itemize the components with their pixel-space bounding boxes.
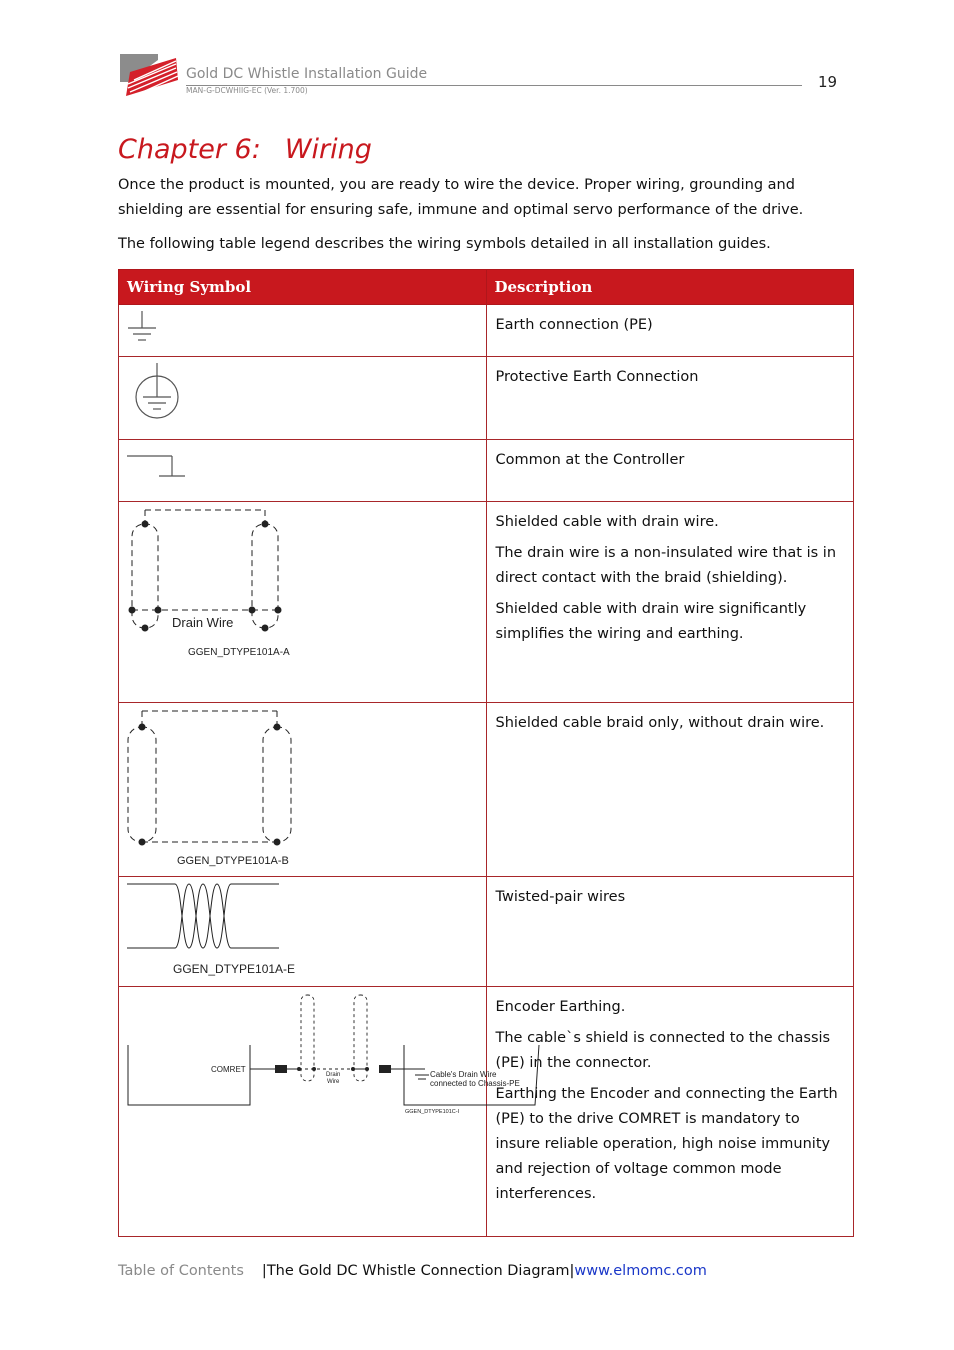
- table-row: [119, 703, 854, 877]
- drain-wire-label: Drain Wire: [172, 615, 234, 630]
- comret-label: COMRET: [211, 1065, 246, 1074]
- table-row: [119, 440, 854, 502]
- document-title: Gold DC Whistle Installation Guide: [186, 66, 428, 82]
- footer-separator: |: [569, 1263, 575, 1279]
- common-ground-icon: [119, 440, 560, 502]
- table-row: [119, 502, 854, 703]
- table-row: [119, 305, 854, 357]
- chassis-pe-label: connected to Chassis-PE: [430, 1079, 520, 1088]
- chapter-name: Wiring: [284, 134, 372, 165]
- description-text: The drain wire is a non-insulated wire that is in direct contact with the braid (shielding).: [495, 545, 837, 586]
- intro-paragraph: Once the product is mounted, you are ready to wire the device. Proper wiring, grounding and shielding are essential for ensuring safe, immune and optimal servo performance of the drive.: [118, 177, 804, 218]
- description-text: Earthing the Encoder and connecting the Earth (PE) to the drive COMRET is mandatory to insure reliable operation, high noise immunity and rejection of voltage common mode interferences.: [495, 1086, 838, 1202]
- symbol-cell: [119, 987, 520, 1237]
- figure-code-label: GGEN_DTYPE101A-B: [177, 855, 289, 867]
- column-header-symbol: Wiring Symbol: [119, 270, 487, 305]
- page-number: 19: [818, 73, 838, 91]
- chapter-title: [118, 134, 372, 165]
- page-footer: [118, 1263, 707, 1279]
- footer-separator: |: [261, 1263, 267, 1279]
- symbol-cell: [119, 305, 487, 357]
- description-text: Encoder Earthing.: [495, 999, 626, 1015]
- chapter-number: Chapter 6:: [118, 134, 261, 165]
- figure-code-label: GGEN_DTYPE101C-I: [405, 1109, 460, 1115]
- wiring-symbols-table: [118, 269, 854, 1237]
- chassis-drain-label: Cable's Drain Wire: [430, 1070, 497, 1079]
- table-header-row: [119, 270, 854, 305]
- footer-toc-link[interactable]: Table of Contents: [118, 1263, 244, 1279]
- symbol-cell: [119, 877, 487, 987]
- shielded-braid-icon: [119, 703, 560, 877]
- drain-label: Drain: [326, 1072, 341, 1078]
- symbol-cell: [119, 357, 487, 440]
- description-text: Common at the Controller: [495, 452, 685, 468]
- description-text: The cable`s shield is connected to the chassis (PE) in the connector.: [495, 1030, 831, 1071]
- figure-code-label: GGEN_DTYPE101A-E: [173, 962, 296, 976]
- column-header-description: Description: [486, 270, 854, 305]
- earth-ground-icon: [119, 305, 560, 357]
- description-text: Shielded cable with drain wire significantly simplifies the wiring and earthing.: [495, 601, 807, 642]
- description-text: Earth connection (PE): [495, 317, 653, 333]
- shielded-drain-wire-icon: [119, 502, 560, 703]
- symbol-cell: [119, 440, 487, 502]
- symbol-cell: [119, 703, 487, 877]
- elmo-logo-icon: [118, 54, 178, 96]
- footer-website-link[interactable]: www.elmomc.com: [574, 1263, 707, 1279]
- protective-earth-icon: [119, 357, 560, 440]
- wire-label: Wire: [327, 1079, 340, 1085]
- intro-paragraph: The following table legend describes the wiring symbols detailed in all installation guides.: [118, 236, 771, 252]
- table-row: [119, 877, 854, 987]
- description-text: Twisted-pair wires: [495, 889, 626, 905]
- twisted-pair-icon: [119, 877, 560, 987]
- table-row: [119, 357, 854, 440]
- symbol-cell: [119, 502, 487, 703]
- description-text: Shielded cable with drain wire.: [495, 514, 719, 530]
- footer-diagram-link[interactable]: The Gold DC Whistle Connection Diagram: [266, 1263, 570, 1279]
- document-code: MAN-G-DCWHIIG-EC (Ver. 1.700): [186, 86, 308, 95]
- encoder-earthing-icon: [119, 987, 560, 1237]
- figure-code-label: GGEN_DTYPE101A-A: [188, 647, 290, 658]
- description-text: Shielded cable braid only, without drain wire.: [495, 715, 825, 731]
- table-row: [119, 987, 854, 1237]
- description-text: Protective Earth Connection: [495, 369, 699, 385]
